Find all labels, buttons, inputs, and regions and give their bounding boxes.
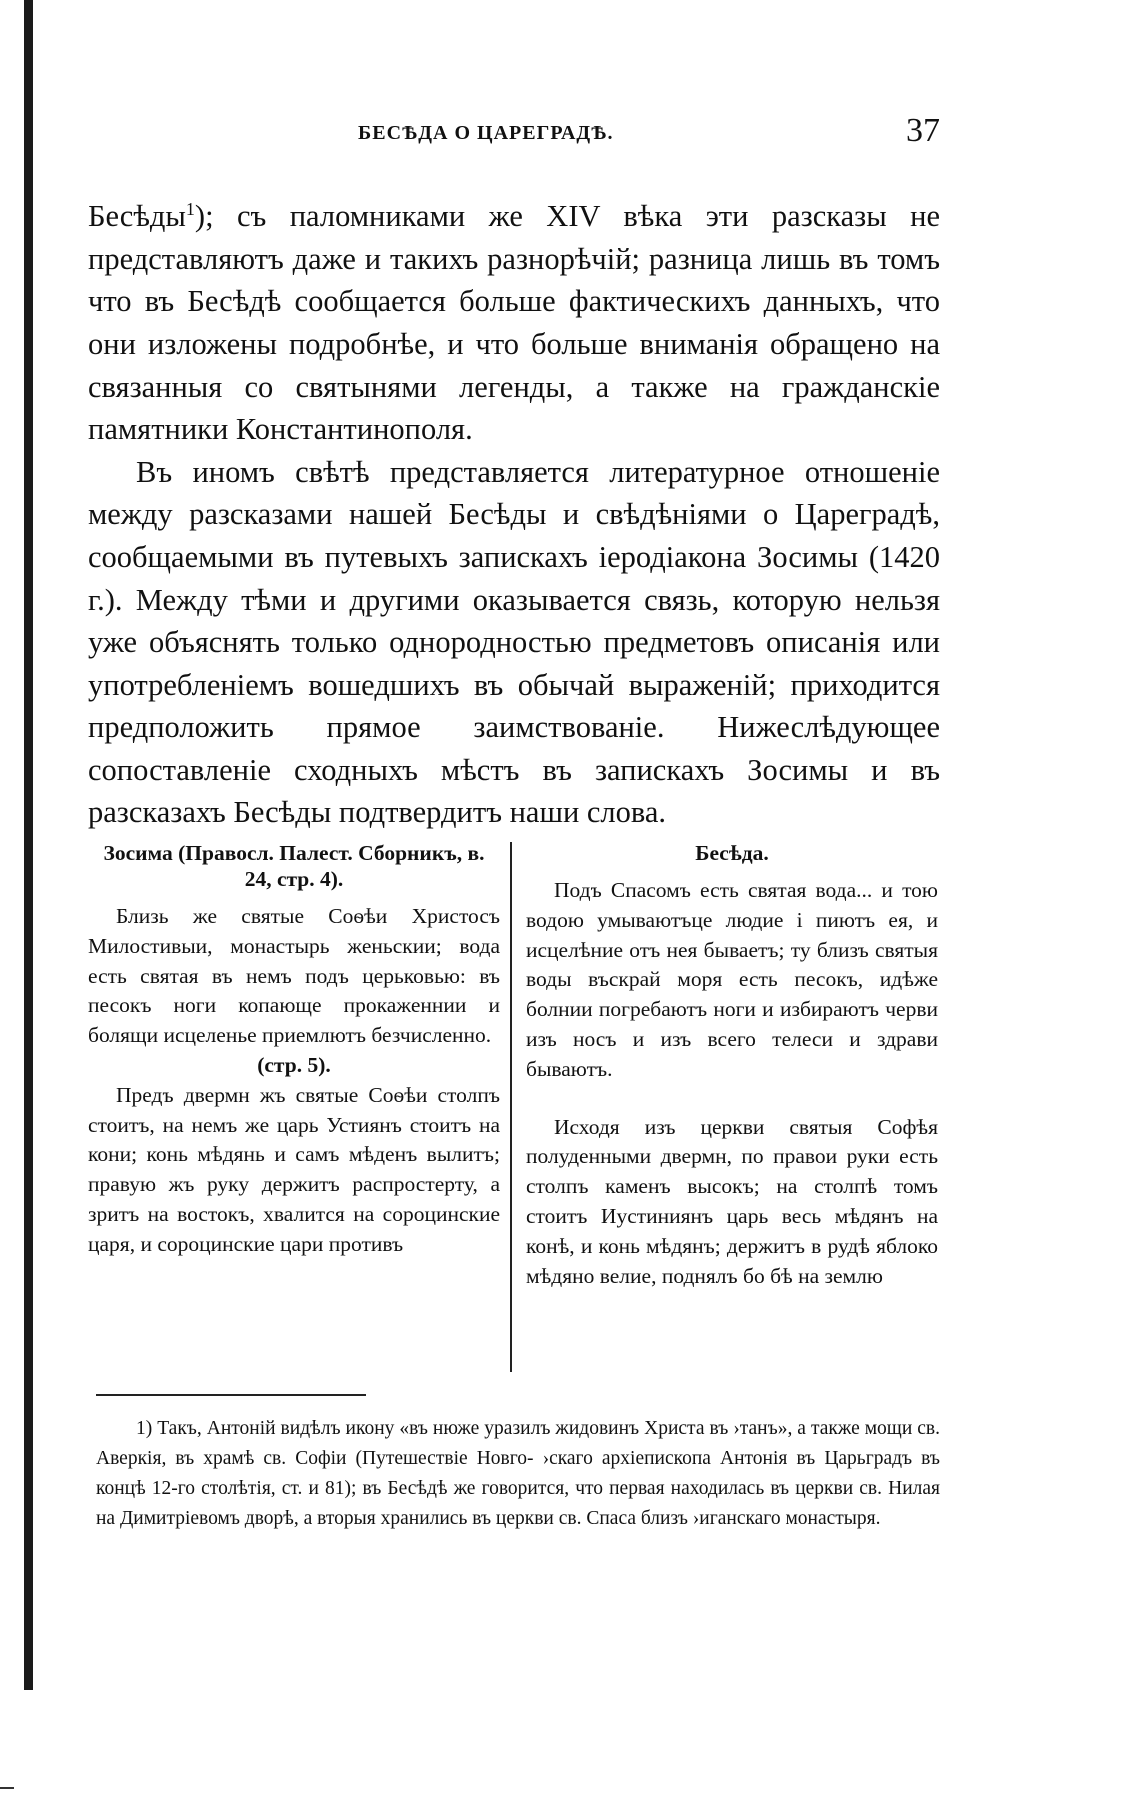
paragraph-1-rest: ); съ паломниками же XIV вѣка эти разсказы не представляютъ даже и такихъ разнорѣчій; разница лишь въ томъ что въ Бесѣдѣ сообщается больше фактическихъ данныхъ, что они изложены подробнѣе, и что больше вниманія обращено на связанныя со святынями легенды, а также на гражданскіе памятники Константинополя. xyxy=(88,199,940,447)
column-zosima-heading: Зосима (Правосл. Палест. Сборникъ, в. 24, стр. 4). xyxy=(103,841,485,891)
paragraph-2: Въ иномъ свѣтѣ представляется литературное отношеніе между разсказами нашей Бесѣды и свѣдѣніями о Цареградѣ, сообщаемыми въ путевыхъ запискахъ іеродіакона Зосимы (1420 г.). Между тѣми и другими оказывается связь, которую нельзя уже объяснять только однородностью предметовъ описанія или употребленіемъ вошедшихъ въ обычай выраженій; приходится предположить прямое заимствованіе. Нижеслѣдующее сопоставленіе сходныхъ мѣстъ въ запискахъ Зосимы и въ разсказахъ Бесѣды подтвердитъ наши слова. xyxy=(88,454,940,830)
beseda-passage-2: Исходя изъ церкви святыя Софѣя полуденными двермн, по правои руки есть столпъ каменъ высокъ; на столпѣ томъ стоитъ Иустиниянъ царь весь мѣдянъ на конѣ, и конь мѣдянъ; держитъ в рудѣ яблоко мѣдяно велие, поднялъ бо бѣ на землю xyxy=(526,1114,938,1288)
page-number: 37 xyxy=(906,112,940,149)
column-divider xyxy=(510,842,512,1372)
zosima-subheading: (стр. 5). xyxy=(257,1052,331,1077)
column-zosima xyxy=(88,840,500,1260)
zosima-passage-1: Близь же святые Соѳѣи Христосъ Милостивыи, монастырь женьскии; вода есть святая въ немъ подъ церьковью: въ песокъ ноги копающе прокаженнии и болящи исцеленье приемлютъ безчисленно. xyxy=(88,904,500,1048)
main-text xyxy=(88,188,940,834)
zosima-passage-2: Предъ двермн жъ святые Соѳѣи столпъ стоитъ, на немъ же царь Устиянъ стоитъ на кони; конь мѣдянь и самъ мѣденъ вылитъ; правую жъ руку держитъ распростерту, а зритъ на востокъ, хвалится на сороцинские царя, и сороцинские цари противъ xyxy=(88,1082,500,1256)
footnote-reference: 1 xyxy=(185,199,195,219)
column-beseda xyxy=(526,840,938,1291)
footnote-rule xyxy=(96,1394,366,1396)
page-header xyxy=(88,112,940,158)
parallel-columns xyxy=(88,840,940,1385)
running-title: БЕСѢДА О ЦАРЕГРАДѢ. xyxy=(358,122,614,144)
footnote-1: 1) Такъ, Антоній видѣлъ икону «въ нюже уразилъ жидовинъ Христа въ ›танъ», а также мощи св. Аверкія, въ храмѣ св. Софіи (Путешествіе Новго- ›скаго архіепископа Антонія въ Царьградъ въ концѣ 12-го столѣтія, ст. и 81); въ Бесѣдѣ же говорится, что первая находилась въ церкви св. Нилая на Димитріевомъ дворѣ, а вторыя хранились въ церкви св. Спаса близъ ›иганскаго монастыря. xyxy=(96,1418,940,1529)
page-edge-shadow xyxy=(24,0,33,1690)
footnotes xyxy=(96,1414,940,1534)
page-edge-mark xyxy=(0,1787,14,1789)
column-beseda-heading: Бесѣда. xyxy=(695,841,769,865)
paragraph-1-start: Бесѣды xyxy=(88,199,186,234)
beseda-passage-1: Подъ Спасомъ есть святая вода... и тою водою умываютъце людие і пиютъ ея, и исцелѣние отъ нея бываетъ; ту близъ святыя воды въскрай моря есть песокъ, идѣже болнии погребаютъ ноги и избираютъ черви изъ носъ и изъ всего телеси и здрави бываютъ. xyxy=(526,878,938,1081)
paragraph-1 xyxy=(88,188,940,451)
